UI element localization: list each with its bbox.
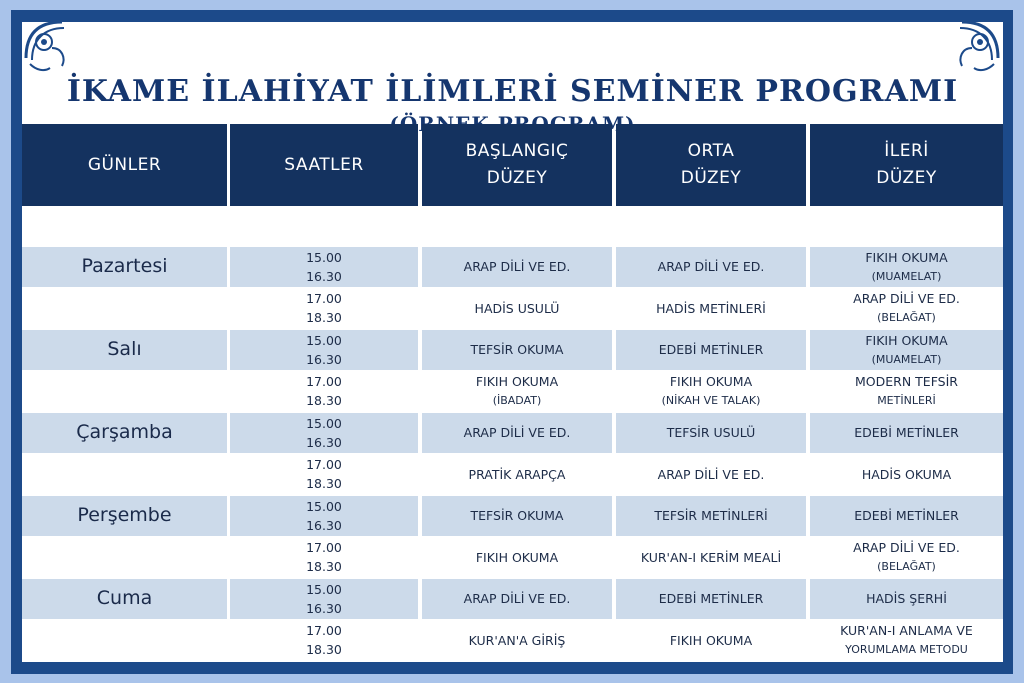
table-cell-time bbox=[230, 289, 418, 329]
table-cell-a bbox=[810, 289, 1003, 329]
time-label: 17.00 bbox=[306, 623, 342, 639]
course-label: FIKIH OKUMA bbox=[475, 374, 559, 390]
course-label: ARAP DİLİ VE ED. bbox=[853, 540, 960, 556]
table-cell-i bbox=[616, 413, 806, 453]
course-label: METİNLERİ bbox=[877, 394, 936, 408]
table-cell-day bbox=[22, 372, 227, 412]
time-label: 16.30 bbox=[306, 351, 342, 367]
header-advanced-line1: İLERİ bbox=[884, 141, 929, 161]
day-label: Pazartesi bbox=[81, 255, 168, 278]
course-label: (BELAĞAT) bbox=[877, 560, 936, 574]
day-label: Çarşamba bbox=[76, 421, 173, 444]
course-label: EDEBİ METİNLER bbox=[658, 342, 764, 358]
table-cell-i bbox=[616, 289, 806, 329]
course-label: TEFSİR OKUMA bbox=[470, 508, 564, 524]
table-cell-a bbox=[810, 621, 1003, 661]
time-label: 15.00 bbox=[306, 498, 342, 514]
course-label: FIKIH OKUMA bbox=[669, 632, 753, 648]
table-cell-b bbox=[422, 538, 612, 578]
time-label: 15.00 bbox=[306, 415, 342, 431]
header-hours-label: SAATLER bbox=[284, 154, 364, 175]
table-cell-time bbox=[230, 413, 418, 453]
table-cell-a bbox=[810, 455, 1003, 495]
table-cell-time bbox=[230, 538, 418, 578]
time-label: 17.00 bbox=[306, 540, 342, 556]
time-label: 15.00 bbox=[306, 332, 342, 348]
course-label: TEFSİR USULÜ bbox=[666, 425, 756, 441]
table-cell-day bbox=[22, 455, 227, 495]
time-label: 16.30 bbox=[306, 600, 342, 616]
course-label: KUR'AN-I ANLAMA VE bbox=[840, 623, 973, 639]
table-cell-i bbox=[616, 455, 806, 495]
bottom-border bbox=[22, 662, 1003, 674]
course-label: FIKIH OKUMA bbox=[865, 332, 948, 348]
time-label: 15.00 bbox=[306, 581, 342, 597]
course-label: HADİS ŞERHİ bbox=[866, 591, 947, 607]
table-cell-time bbox=[230, 621, 418, 661]
course-label: ARAP DİLİ VE ED. bbox=[463, 259, 571, 275]
table-cell-day bbox=[22, 330, 227, 370]
corner-ornament-icon bbox=[932, 18, 1002, 88]
table-cell-b bbox=[422, 413, 612, 453]
course-label: MODERN TEFSİR bbox=[855, 374, 958, 390]
header-intermediate bbox=[616, 124, 806, 206]
header-intermediate-line1: ORTA bbox=[687, 141, 735, 161]
course-label: (BELAĞAT) bbox=[877, 311, 936, 325]
time-label: 17.00 bbox=[306, 291, 342, 307]
day-label: Salı bbox=[107, 338, 142, 361]
course-label: ARAP DİLİ VE ED. bbox=[853, 291, 960, 307]
course-label: HADİS OKUMA bbox=[861, 466, 952, 482]
table-cell-a bbox=[810, 579, 1003, 619]
time-label: 18.30 bbox=[306, 310, 342, 326]
course-label: ARAP DİLİ VE ED. bbox=[657, 466, 765, 482]
corner-ornament-icon bbox=[22, 18, 92, 88]
header-beginner-line1: BAŞLANGIÇ bbox=[465, 141, 569, 161]
table-cell-b bbox=[422, 455, 612, 495]
day-label: Perşembe bbox=[77, 504, 172, 527]
table-cell-b bbox=[422, 372, 612, 412]
header-days-label: GÜNLER bbox=[87, 154, 162, 175]
table-cell-i bbox=[616, 372, 806, 412]
table-cell-day bbox=[22, 496, 227, 536]
course-label: ARAP DİLİ VE ED. bbox=[463, 591, 571, 607]
table-cell-time bbox=[230, 496, 418, 536]
table-cell-a bbox=[810, 413, 1003, 453]
time-label: 18.30 bbox=[306, 559, 342, 575]
course-label: FIKIH OKUMA bbox=[669, 374, 753, 390]
table-cell-a bbox=[810, 496, 1003, 536]
table-cell-i bbox=[616, 247, 806, 287]
course-label: HADİS METİNLERİ bbox=[656, 300, 766, 316]
table-cell-day bbox=[22, 247, 227, 287]
header-days bbox=[22, 124, 227, 206]
time-label: 17.00 bbox=[306, 374, 342, 390]
table-cell-b bbox=[422, 289, 612, 329]
table-cell-b bbox=[422, 330, 612, 370]
table-cell-time bbox=[230, 330, 418, 370]
header-intermediate-line2: DÜZEY bbox=[680, 168, 742, 188]
table-cell-i bbox=[616, 496, 806, 536]
time-label: 18.30 bbox=[306, 476, 342, 492]
table-cell-time bbox=[230, 372, 418, 412]
table-cell-day bbox=[22, 289, 227, 329]
course-label: (İBADAT) bbox=[492, 394, 542, 408]
time-label: 16.30 bbox=[306, 434, 342, 450]
page-title: İKAME İLAHİYAT İLİMLERİ SEMİNER PROGRAMI bbox=[66, 74, 959, 109]
table-cell-a bbox=[810, 330, 1003, 370]
table-cell-day bbox=[22, 413, 227, 453]
course-label: EDEBİ METİNLER bbox=[854, 425, 959, 441]
course-label: (NİKAH VE TALAK) bbox=[661, 394, 761, 408]
course-label: EDEBİ METİNLER bbox=[658, 591, 764, 607]
table-cell-i bbox=[616, 330, 806, 370]
course-label: PRATİK ARAPÇA bbox=[468, 466, 566, 482]
table-cell-a bbox=[810, 247, 1003, 287]
table-cell-day bbox=[22, 538, 227, 578]
course-label: EDEBİ METİNLER bbox=[854, 508, 959, 524]
course-label: KUR'AN-I KERİM MEALİ bbox=[640, 549, 782, 565]
table-cell-day bbox=[22, 579, 227, 619]
course-label: KUR'AN'A GİRİŞ bbox=[468, 632, 566, 648]
course-label: YORUMLAMA METODU bbox=[845, 643, 968, 657]
table-cell-a bbox=[810, 372, 1003, 412]
time-label: 17.00 bbox=[306, 457, 342, 473]
table-cell-i bbox=[616, 538, 806, 578]
table-cell-time bbox=[230, 247, 418, 287]
table-cell-time bbox=[230, 455, 418, 495]
course-label: ARAP DİLİ VE ED. bbox=[657, 259, 765, 275]
course-label: TEFSİR OKUMA bbox=[470, 342, 564, 358]
table-cell-i bbox=[616, 621, 806, 661]
table-cell-b bbox=[422, 579, 612, 619]
table-cell-b bbox=[422, 247, 612, 287]
course-label: ARAP DİLİ VE ED. bbox=[463, 425, 571, 441]
table-cell-i bbox=[616, 579, 806, 619]
course-label: (MUAMELAT) bbox=[871, 269, 942, 283]
header-beginner-line2: DÜZEY bbox=[486, 168, 548, 188]
time-label: 18.30 bbox=[306, 642, 342, 658]
time-label: 16.30 bbox=[306, 517, 342, 533]
table-cell-a bbox=[810, 538, 1003, 578]
course-label: FIKIH OKUMA bbox=[475, 549, 559, 565]
time-label: 18.30 bbox=[306, 393, 342, 409]
course-label: HADİS USULÜ bbox=[474, 300, 560, 316]
header-hours bbox=[230, 124, 418, 206]
table-cell-time bbox=[230, 579, 418, 619]
table-cell-b bbox=[422, 621, 612, 661]
course-label: TEFSİR METİNLERİ bbox=[654, 508, 768, 524]
header-beginner bbox=[422, 124, 612, 206]
header-advanced-line2: DÜZEY bbox=[876, 168, 937, 188]
course-label: FIKIH OKUMA bbox=[865, 249, 948, 265]
table-cell-b bbox=[422, 496, 612, 536]
header-advanced bbox=[810, 124, 1003, 206]
day-label: Cuma bbox=[96, 587, 153, 610]
course-label: (MUAMELAT) bbox=[871, 352, 942, 366]
time-label: 15.00 bbox=[306, 249, 342, 265]
time-label: 16.30 bbox=[306, 268, 342, 284]
table-cell-day bbox=[22, 621, 227, 661]
